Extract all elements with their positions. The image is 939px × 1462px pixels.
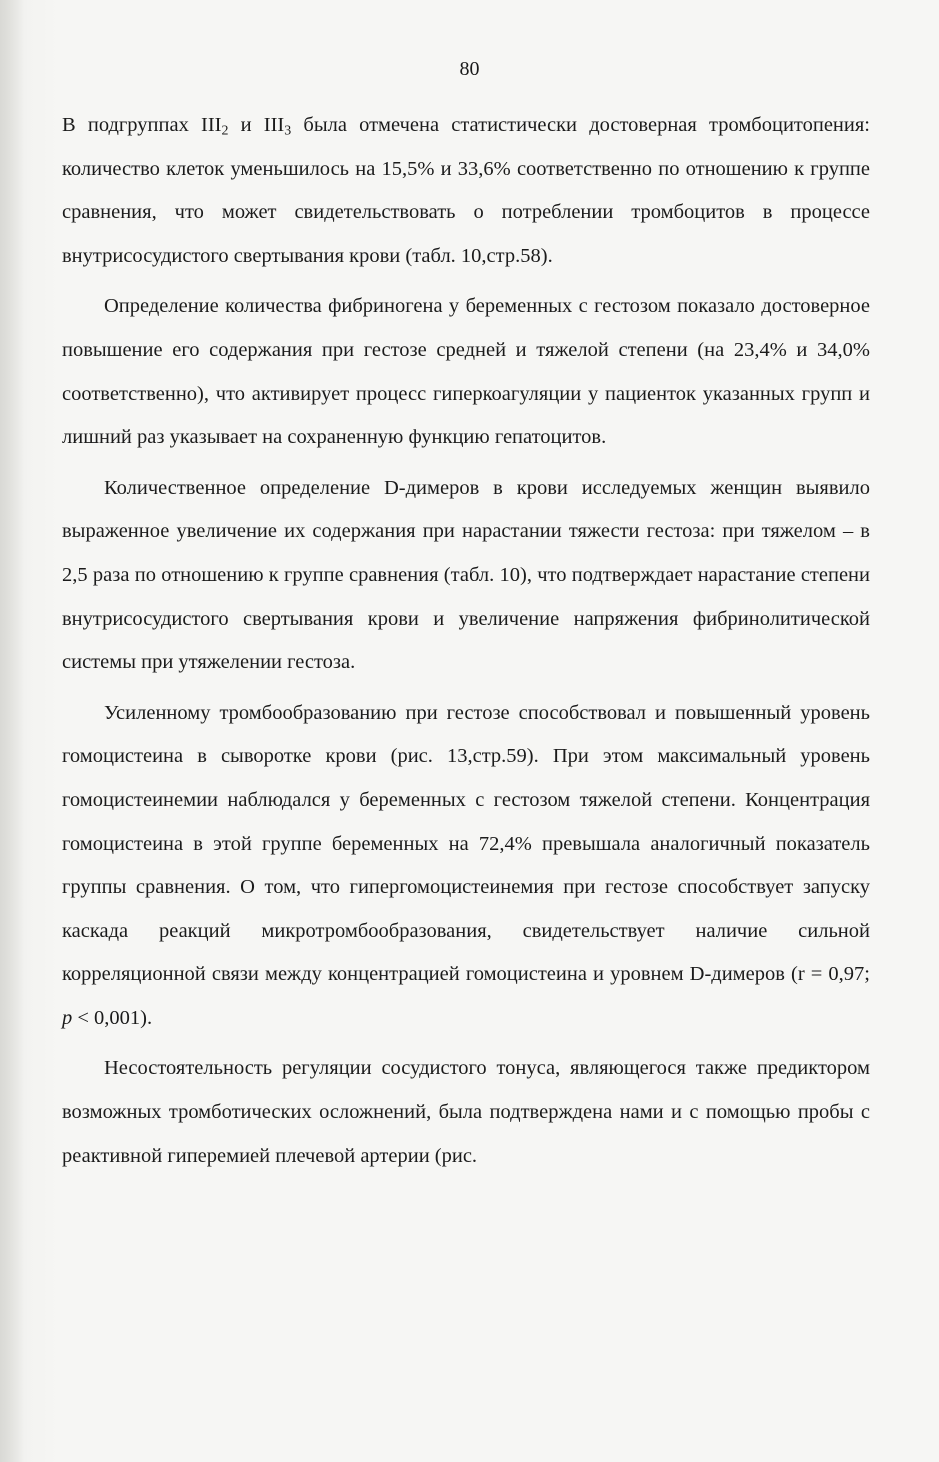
text-segment: < 0,001).: [72, 1006, 153, 1029]
text-segment: Определение количества фибриногена у беременных с гестозом показало достоверное повышение его содержания при гестозе средней и тяжелой степени (на 23,4% и 34,0% соответственно), что активирует процесс гиперкоагуляции у пациенток указанных групп и лишний раз указывает на сохраненную функцию гепатоцитов.: [62, 295, 870, 449]
paragraph: [62, 692, 870, 1041]
text-segment: Количественное определение D-димеров в крови исследуемых женщин выявило выраженное увеличение их содержания при нарастании тяжести гестоза: при тяжелом – в 2,5 раза по отношению к группе сравнения (табл. 10), что подтверждает нарастание степени внутрисосудистого свертывания крови и увеличение напряжения фибринолитической системы при утяжелении гестоза.: [62, 476, 870, 674]
paragraph: [62, 285, 870, 459]
paragraph: [62, 467, 870, 685]
text-segment: В подгруппах III: [62, 114, 222, 136]
page-number: 80: [459, 58, 480, 80]
body-text: [62, 104, 870, 1178]
text-segment: была отмечена статистически достоверная тромбоцитопения: количество клеток уменьшилось на 15,5% и 33,6% соответственно по отношению к группе сравнения, что может свидетельствовать о потреблении тромбоцитов в процессе внутрисосудистого свертывания крови (табл. 10,стр.58).: [62, 114, 870, 267]
subscript-text: 2: [221, 123, 229, 139]
paragraph: [62, 104, 870, 278]
subscript-text: 3: [284, 123, 292, 139]
text-segment: Несостоятельность регуляции сосудистого тонуса, являющегося также предиктором возможных тромботических осложнений, была подтверждена нами и с помощью пробы с реактивной гиперемией плечевой артерии (рис.: [62, 1057, 870, 1167]
paragraph: [62, 1047, 870, 1178]
text-segment: Усиленному тромбообразованию при гестозе способствовал и повышенный уровень гомоцистеина в сыворотке крови (рис. 13,стр.59). При этом максимальный уровень гомоцистеинемии наблюдался у беременных с гестозом тяжелой степени. Концентрация гомоцистеина в этой группе беременных на 72,4% превышала аналогичный показатель группы сравнения. О том, что гипергомоцистеинемия при гестозе способствует запуску каскада реакций микротромбообразования, свидетельствует наличие сильной корреляционной связи между концентрацией гомоцистеина и уровнем D-димеров (r = 0,97;: [62, 701, 870, 986]
page-edge-shadow: [0, 0, 24, 1462]
italic-text: p: [62, 1006, 73, 1029]
text-segment: и III: [228, 114, 285, 136]
